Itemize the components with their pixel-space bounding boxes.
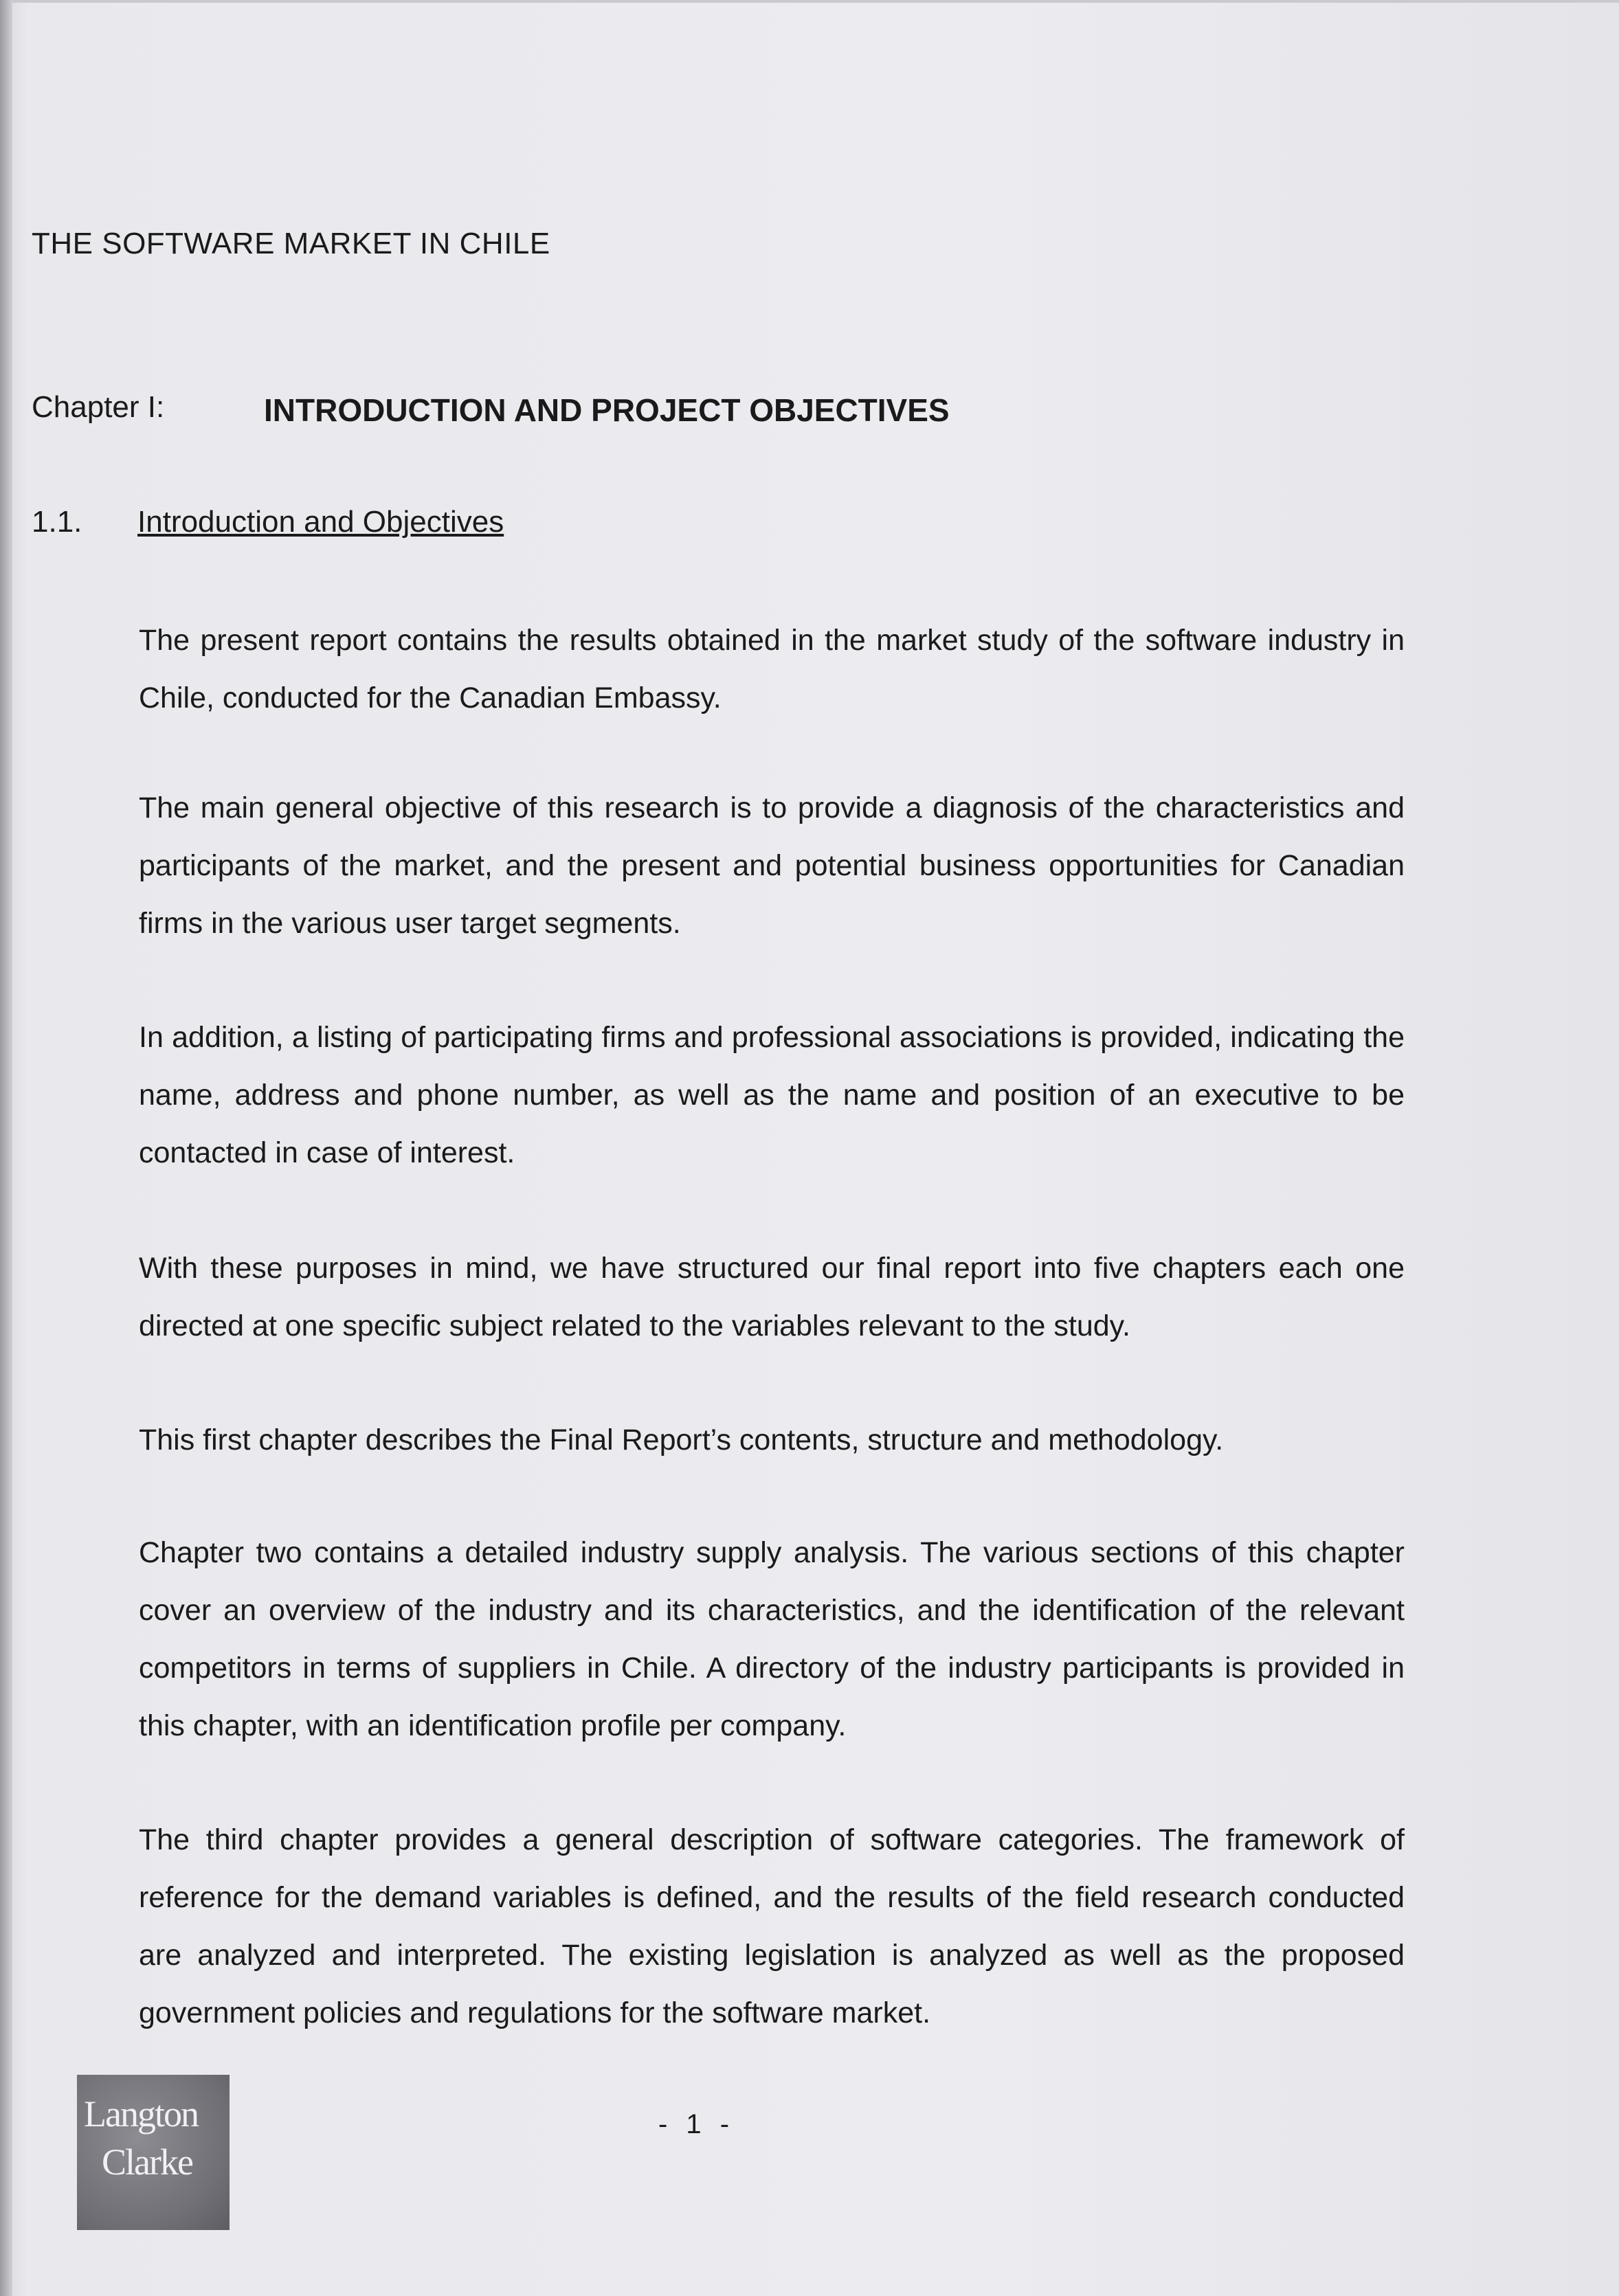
- document-title: THE SOFTWARE MARKET IN CHILE: [32, 227, 550, 260]
- page-top-edge: [0, 0, 1619, 3]
- company-logo: [77, 2075, 230, 2230]
- chapter-title: INTRODUCTION AND PROJECT OBJECTIVES: [264, 392, 950, 428]
- section-title: Introduction and Objectives: [137, 505, 504, 539]
- logo-text-line: Langton: [84, 2093, 198, 2135]
- paragraph: In addition, a listing of participating firms and professional associations is provided, indicating the name, address and phone number, as well as the name and position of an executive to be contacted in case of interest.: [139, 1021, 1405, 1169]
- paragraph: The third chapter provides a general description of software categories. The framework of reference for the demand variables is defined, and the results of the field research conducted are analyzed and interpreted. The existing legislation is analyzed as well as the proposed government policies and regulations for the software market.: [139, 1823, 1405, 2029]
- paragraph: The present report contains the results obtained in the market study of the software industry in Chile, conducted for the Canadian Embassy.: [139, 624, 1405, 714]
- paragraph: With these purposes in mind, we have structured our final report into five chapters each one directed at one specific subject related to the variables relevant to the study.: [139, 1252, 1405, 1342]
- paragraph: This first chapter describes the Final Report’s contents, structure and methodology.: [139, 1423, 1224, 1456]
- section-number: 1.1.: [32, 505, 82, 539]
- paragraph: Chapter two contains a detailed industry supply analysis. The various sections of this chapter cover an overview of the industry and its characteristics, and the identification of the relevant competitors in terms of suppliers in Chile. A directory of the industry participants is provided in this chapter, with an identification profile per company.: [139, 1536, 1405, 1742]
- chapter-label: Chapter I:: [32, 390, 165, 424]
- logo-text-line: Clarke: [102, 2141, 192, 2183]
- page-number: - 1 -: [658, 2109, 735, 2139]
- page-binding-edge: [0, 0, 12, 2296]
- paragraph: The main general objective of this research is to provide a diagnosis of the characteristics and participants of the market, and the present and potential business opportunities for Canadian firms in the various user target segments.: [139, 791, 1405, 940]
